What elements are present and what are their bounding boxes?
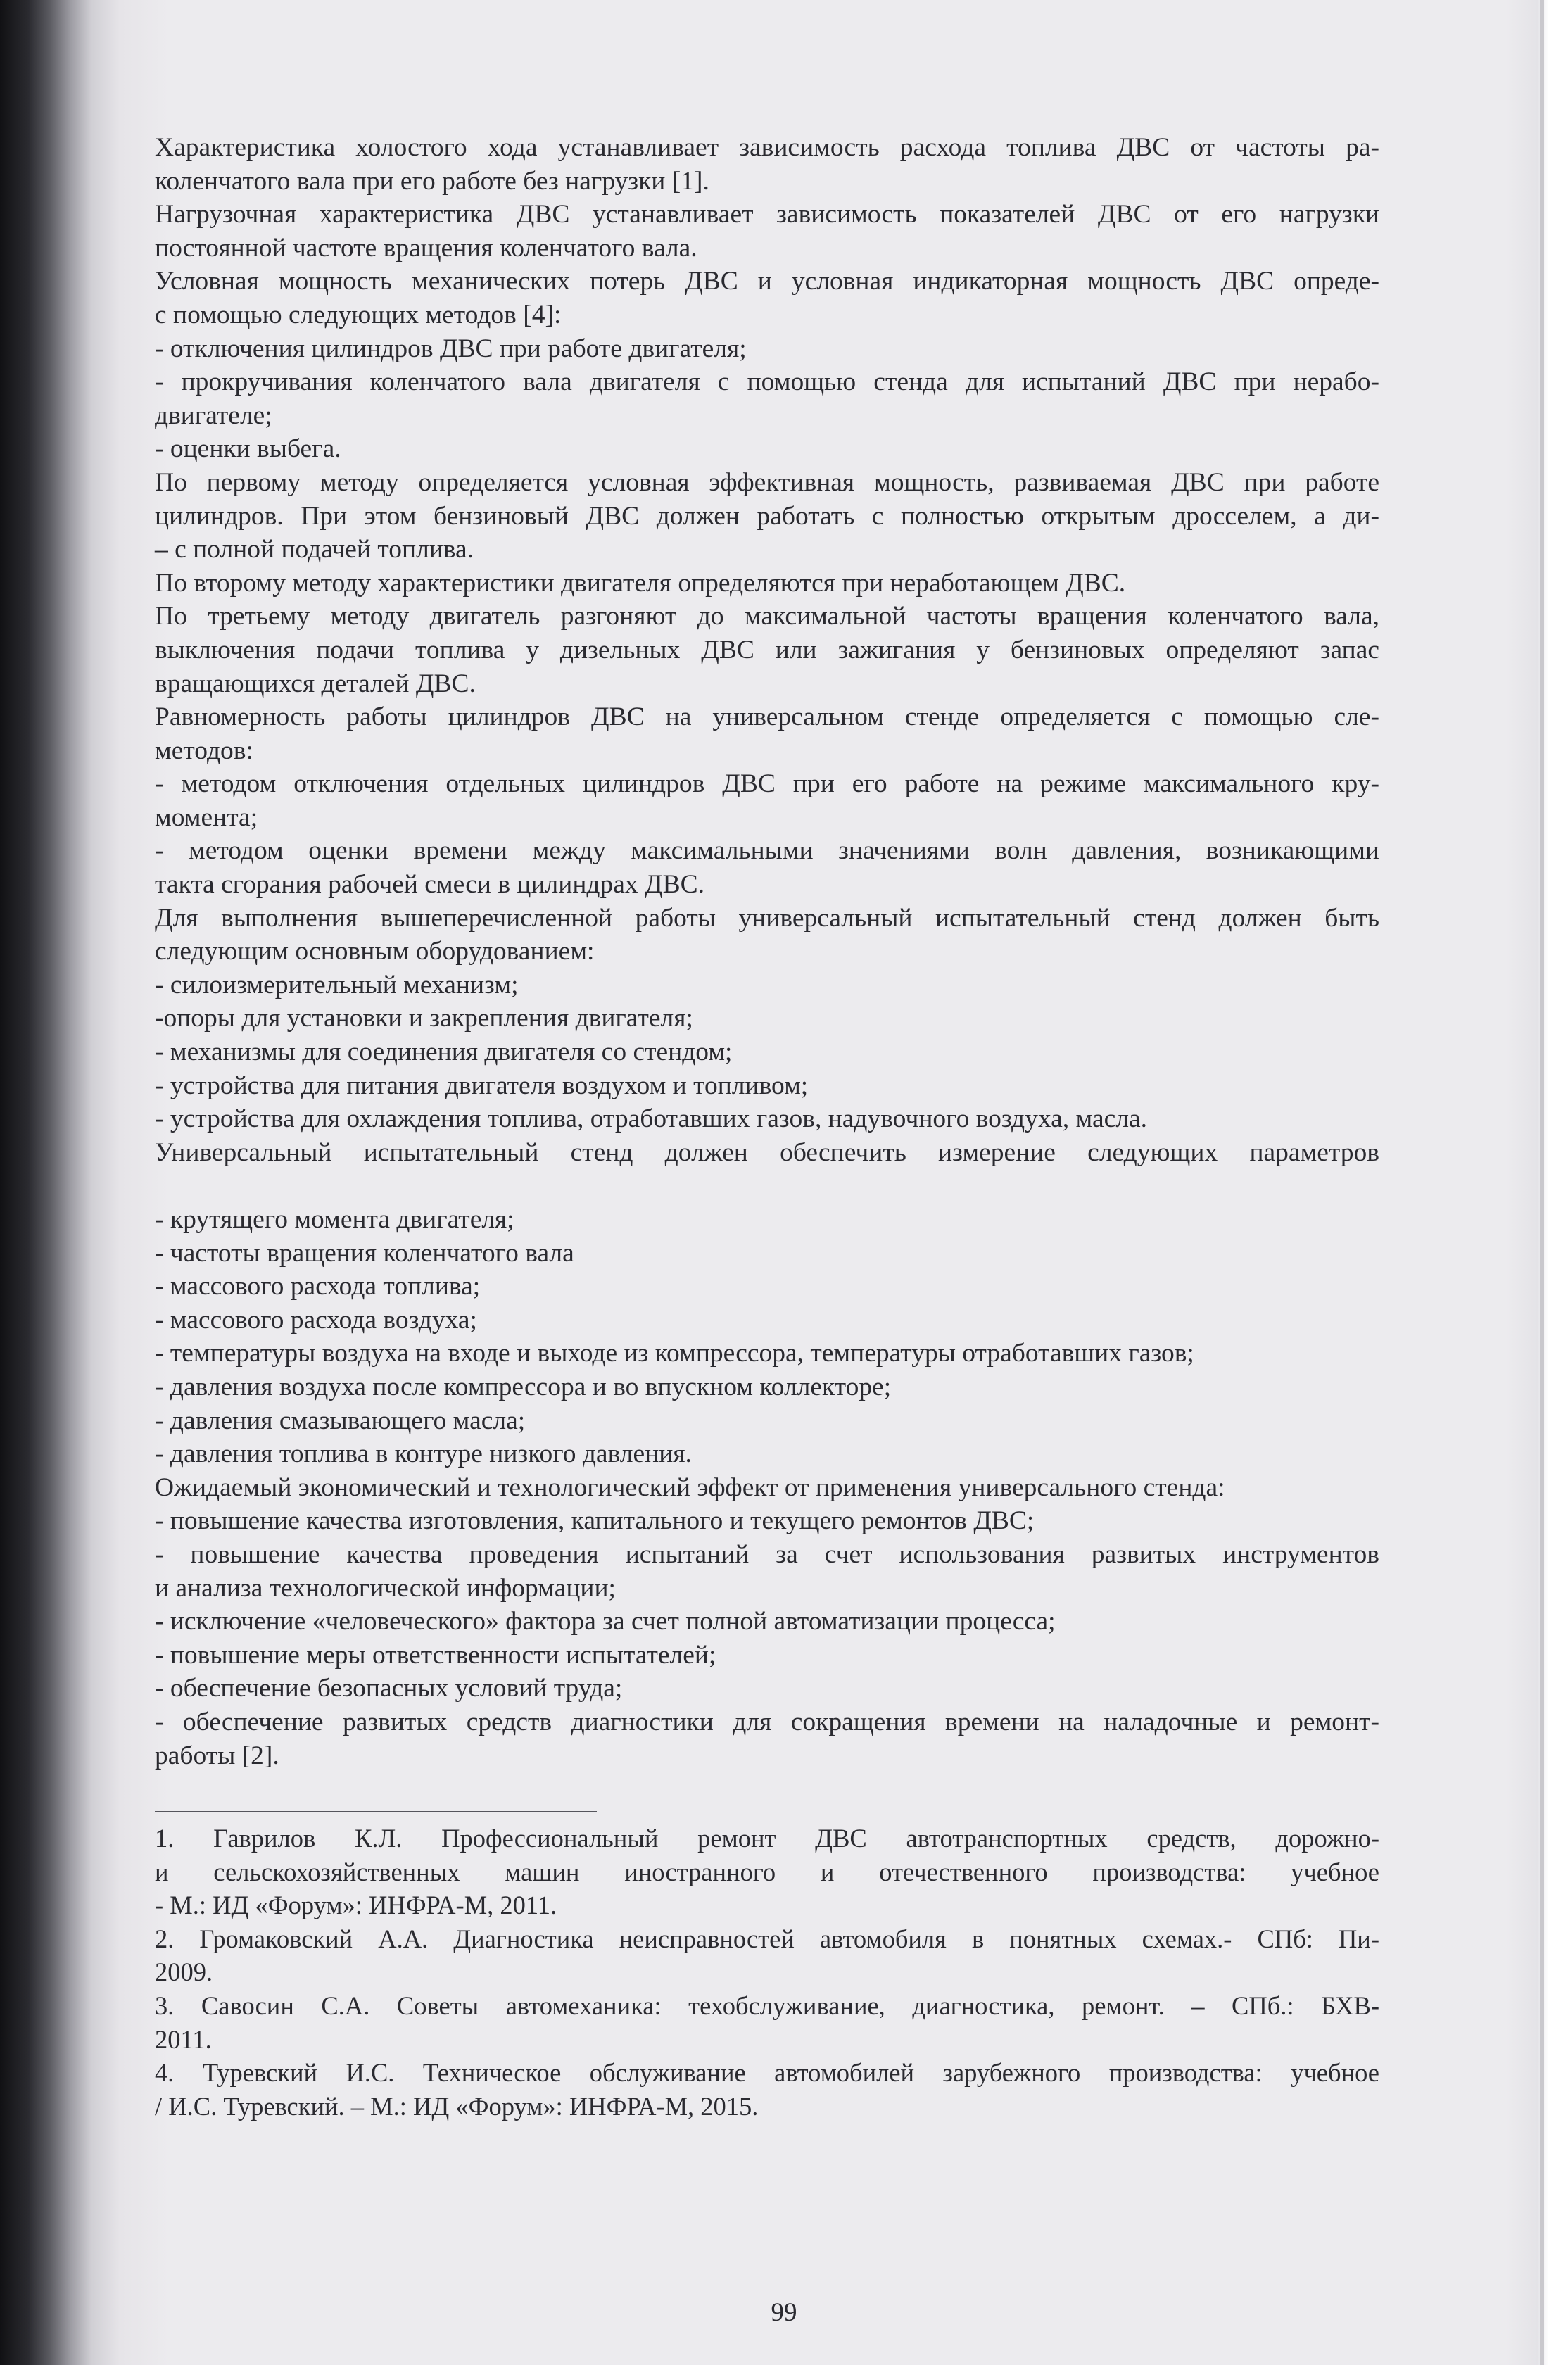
text-line: Универсальный испытательный стенд должен обеспечить измерение следующих параметров [155, 1137, 1379, 1167]
text-line: - повышение качества проведения испытаний за счет использования развитых инструментов [155, 1539, 1379, 1569]
text-line: Ожидаемый экономический и технологический эффект от применения универсального стенда: [155, 1472, 1225, 1502]
text-line [155, 1169, 1379, 1203]
text-line: - механизмы для соединения двигателя со стендом; [155, 1038, 733, 1067]
text-line: - давления смазывающего масла; [155, 1406, 526, 1435]
text-line: такта сгорания рабочей смеси в цилиндрах ДВС. [155, 870, 704, 900]
text-line: - массового расхода топлива; [155, 1272, 481, 1301]
text-line: работы [2]. [155, 1741, 279, 1770]
text-line: - устройства для охлаждения топлива, отработавших газов, надувочного воздуха, масла. [155, 1104, 1148, 1134]
text-line: - устройства для питания двигателя воздухом и топливом; [155, 1071, 809, 1100]
text-line: цилиндров. При этом бензиновый ДВС должен работать с полностью открытым дросселем, а ди- [155, 501, 1379, 531]
footnote-line: / И.С. Туревский. – М.: ИД «Форум»: ИНФРА-М, 2015. [155, 2091, 759, 2121]
text-line: - отключения цилиндров ДВС при работе двигателя; [155, 334, 747, 363]
footnote-line: и сельскохозяйственных машин иностранного и отечественного производства: учебное [155, 1857, 1379, 1886]
text-line: - оценки выбега. [155, 434, 341, 464]
text-line: Равномерность работы цилиндров ДВС на универсальном стенде определяется с помощью сле- [155, 702, 1379, 732]
footnotes [155, 1822, 1379, 2123]
text-line: - методом оценки времени между максимальными значениями волн давления, возникающими [155, 836, 1379, 866]
text-line: Нагрузочная характеристика ДВС устанавливает зависимость показателей ДВС от его нагрузки [155, 200, 1379, 229]
text-line: - частоты вращения коленчатого вала [155, 1238, 574, 1268]
footnote-line: 2. Громаковский А.А. Диагностика неисправностей автомобиля в понятных схемах.- СПб: Пи- [155, 1924, 1379, 1953]
page-edge [1540, 0, 1544, 2365]
text-line: - повышение качества изготовления, капитального и текущего ремонтов ДВС; [155, 1506, 1035, 1536]
text-line: – с полной подачей топлива. [155, 535, 474, 565]
text-line: - массового расхода воздуха; [155, 1305, 477, 1335]
text-line: - прокручивания коленчатого вала двигателя с помощью стенда для испытаний ДВС при нерабо- [155, 367, 1379, 397]
text-line: - методом отключения отдельных цилиндров ДВС при его работе на режиме максимального кру- [155, 769, 1379, 799]
footnote-separator [155, 1811, 597, 1812]
text-line: - крутящего момента двигателя; [155, 1205, 514, 1234]
text-line: - обеспечение безопасных условий труда; [155, 1674, 623, 1703]
text-line: следующим основным оборудованием: [155, 937, 595, 966]
text-line: момента; [155, 802, 258, 832]
text-line: Для выполнения вышеперечисленной работы универсальный испытательный стенд должен быть [155, 903, 1379, 933]
text-line: По второму методу характеристики двигателя определяются при неработающем ДВС. [155, 568, 1126, 598]
text-line: -опоры для установки и закрепления двигателя; [155, 1004, 693, 1033]
text-line: коленчатого вала при его работе без нагрузки [1]. [155, 166, 709, 196]
text-line: - температуры воздуха на входе и выходе из компрессора, температуры отработавших газов; [155, 1339, 1194, 1368]
footnote-line: 2009. [155, 1957, 213, 1987]
text-line: - повышение меры ответственности испытателей; [155, 1640, 716, 1670]
text-line: - давления топлива в контуре низкого давления. [155, 1439, 692, 1469]
text-line: двигателе; [155, 401, 272, 430]
text-line: Условная мощность механических потерь ДВС и условная индикаторная мощность ДВС опреде- [155, 267, 1379, 296]
text-line: вращающихся деталей ДВС. [155, 669, 476, 698]
text-line: выключения подачи топлива у дизельных ДВС или зажигания у бензиновых определяют запас [155, 635, 1379, 664]
text-line: методов: [155, 736, 253, 765]
text-line: с помощью следующих методов [4]: [155, 300, 562, 329]
text-line: - обеспечение развитых средств диагностики для сокращения времени на наладочные и ремонт- [155, 1707, 1379, 1736]
footnote-line: 1. Гаврилов К.Л. Профессиональный ремонт ДВС автотранспортных средств, дорожно- [155, 1824, 1379, 1853]
footnote-line: 3. Савосин С.А. Советы автомеханика: техобслуживание, диагностика, ремонт. – СПб.: БХВ- [155, 1991, 1379, 2020]
text-line: - силоизмерительный механизм; [155, 970, 519, 999]
page-number: 99 [771, 2298, 797, 2327]
text-line: - давления воздуха после компрессора и во впускном коллекторе; [155, 1372, 892, 1401]
footnote-line: 2011. [155, 2024, 212, 2054]
text-line: По первому методу определяется условная эффективная мощность, развиваемая ДВС при работе [155, 467, 1379, 497]
footnote-line: 4. Туревский И.С. Техническое обслуживание автомобилей зарубежного производства: учебное [155, 2058, 1379, 2088]
text-line: По третьему методу двигатель разгоняют до максимальной частоты вращения коленчатого вала, [155, 602, 1379, 631]
text-line: - исключение «человеческого» фактора за счет полной автоматизации процесса; [155, 1607, 1056, 1636]
text-line: Характеристика холостого хода устанавливает зависимость расхода топлива ДВС от частоты ра- [155, 133, 1379, 162]
body-text [155, 131, 1379, 1772]
footnote-line: - М.: ИД «Форум»: ИНФРА-М, 2011. [155, 1891, 557, 1920]
text-line: постоянной частоте вращения коленчатого вала. [155, 233, 697, 263]
text-line: и анализа технологической информации; [155, 1573, 616, 1603]
